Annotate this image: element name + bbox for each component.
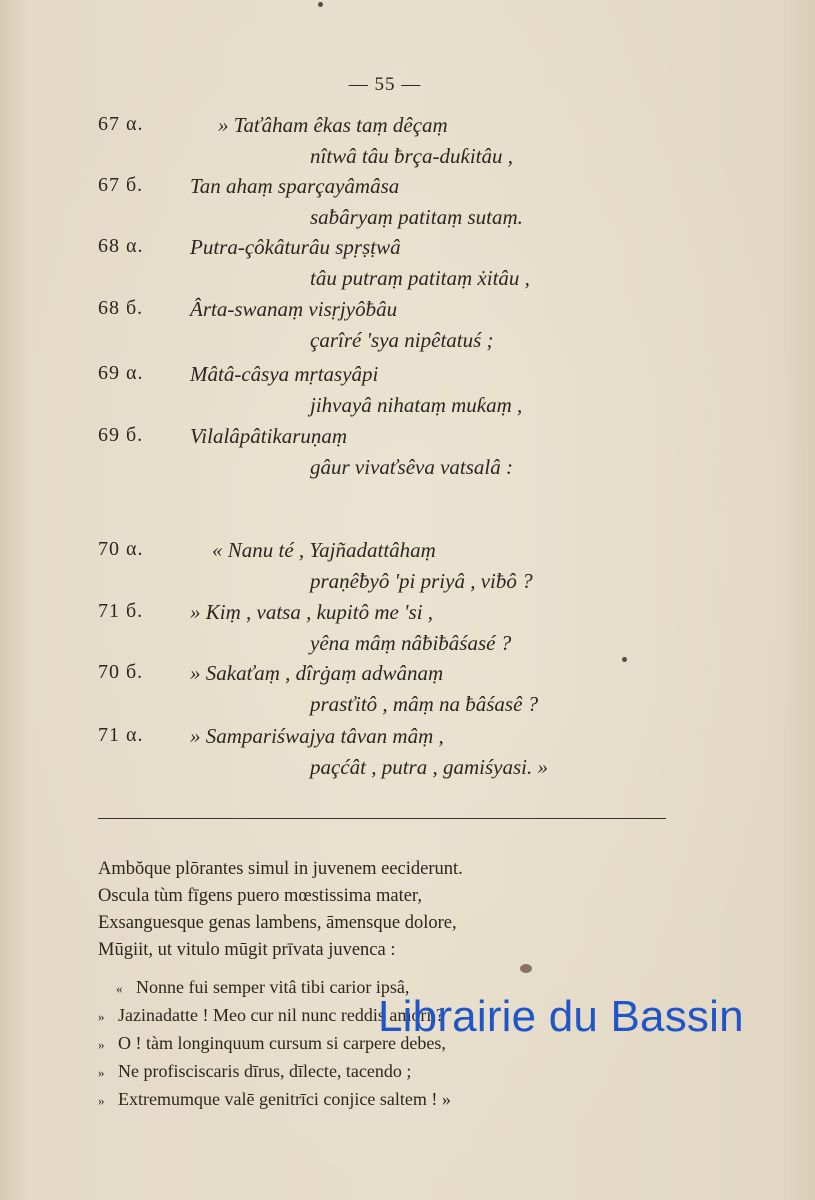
verse-line: » Kiṃ , vatsa , kupitô me 'si , [190,600,434,624]
verse-couplet [0,661,815,723]
speech-line [98,1086,738,1114]
verse-couplet [0,538,815,600]
verse-couplet [0,362,815,424]
verse-line: Tan ahaṃ sparçayâmâsa [190,174,400,198]
paper-stain [520,964,532,973]
latin-line: Exsanguesque genas lambens, āmensque dolore, [98,913,457,933]
verse-line: tâu putraṃ patitaṃ ẋitâu , [310,266,530,290]
verse-line: gâur vivaťsêva vatsalâ : [310,455,514,479]
verse-couplet [0,424,815,486]
quote-mark: » [98,1093,105,1108]
verse-line: nîtwâ tâu ƀrça-duƙitâu , [310,144,513,168]
verse-line: prasťitô , mâṃ na ƀâśasê ? [310,692,539,716]
watermark-logo: Librairie du Bassin [378,992,744,1041]
verse-line: Ârta-swanaṃ visṛjyôƀâu [190,297,398,321]
section-divider [98,818,666,819]
quote-mark: « [116,981,123,996]
verse-number: 67 б. [98,174,144,196]
verse-couplet [0,235,815,297]
verse-line: yêna mâṃ nâƀiƀâśasé ? [310,631,512,655]
latin-translation [98,856,738,964]
speech-text: O ! tàm longinquum cursum si carpere debes, [118,1033,446,1053]
verse-number: 70 б. [98,661,144,683]
page-number: — 55 — [348,74,422,95]
verse-number: 69 б. [98,424,144,446]
latin-line: Mūgiit, ut vitulo mūgit prīvata juvenca : [98,940,396,960]
verse-line: praṇêƀyô 'pi priyâ , viƀô ? [310,569,533,593]
verse-number: 68 α. [98,235,144,257]
verse-line: « Nanu té , Yajñadattâhaṃ [212,538,436,562]
latin-line: Oscula tùm fīgens puero mœstissima mater, [98,886,422,906]
verse-line: » Taťâham êkas taṃ dêçaṃ [218,113,448,137]
verse-line: Putra-çôkâturâu spṛṣṭwâ [190,235,401,259]
verse-number: 68 б. [98,297,144,319]
verse-line: jihvayâ nihataṃ muƙaṃ , [310,393,523,417]
verse-couplet [0,113,815,175]
paper-spot [622,657,627,662]
verse-number: 71 б. [98,600,144,622]
verse-line: paçćât , putra , gamiśyasi. » [310,755,548,779]
verse-line: Mâtâ-câsya mṛtasyâpi [190,362,379,386]
verse-line: » Sakaťaṃ , dîrġaṃ adwânaṃ [190,661,444,685]
verse-line: » Sampariśwajya tâvan mâṃ , [190,724,444,748]
speech-text: Jazinadatte ! Meo cur nil nunc reddis amori ? [118,1005,444,1025]
verse-line: çarîré 'sya nipêtatuś ; [310,328,494,352]
verse-couplet [0,600,815,662]
quote-mark: » [98,1009,105,1024]
latin-line: Ambŏque plōrantes simul in juvenem eeciderunt. [98,859,463,879]
speech-text: Nonne fui semper vitâ tibi carior ipsâ, [136,977,410,997]
paper-spot [318,2,323,7]
speech-line [98,1058,738,1086]
verse-number: 71 α. [98,724,144,746]
quote-mark: » [98,1037,105,1052]
verse-couplet [0,297,815,359]
verse-line: saƀâryaṃ patitaṃ sutaṃ. [310,205,523,229]
speech-text: Extremumque valē genitrīci conjice saltem ! » [118,1089,451,1109]
quote-mark: » [98,1065,105,1080]
verse-couplet [0,174,815,236]
speech-text: Ne profisciscaris dīrus, dīlecte, tacendo ; [118,1061,412,1081]
verse-number: 69 α. [98,362,144,384]
verse-number: 67 α. [98,113,144,135]
verse-line: Vilalâpâtikaruṇaṃ [190,424,348,448]
verse-number: 70 α. [98,538,144,560]
verse-couplet [0,724,815,786]
